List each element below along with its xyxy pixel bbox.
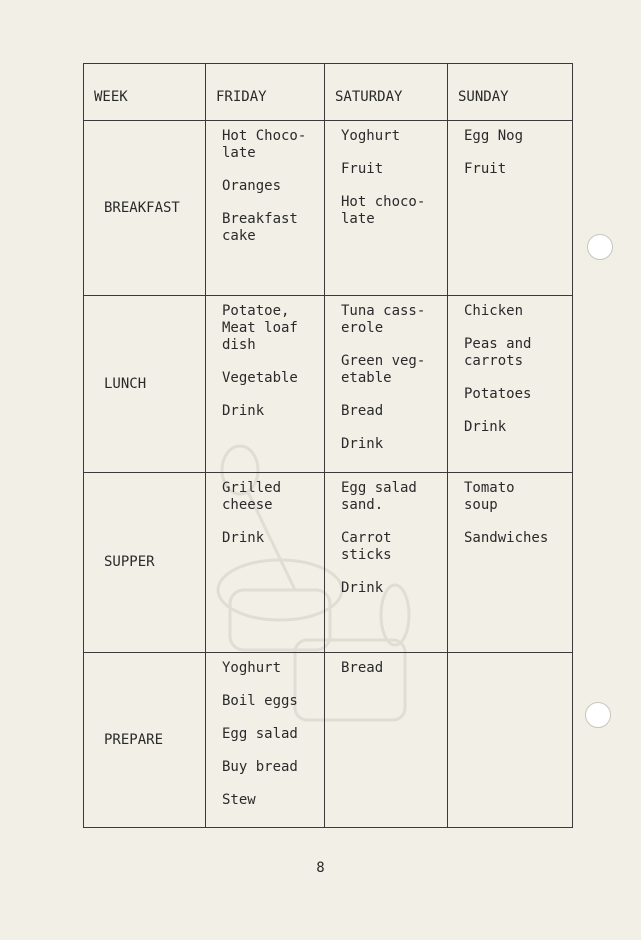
menu-item: Potatoes <box>464 386 532 402</box>
menu-item: Drink <box>341 580 384 596</box>
binder-hole-bottom <box>585 702 611 728</box>
row-prepare <box>84 653 573 828</box>
menu-item: Oranges <box>222 178 282 194</box>
row-supper <box>84 473 573 653</box>
menu-item: Tuna cass- erole <box>341 303 426 336</box>
lunch-sunday <box>448 296 573 473</box>
lunch-friday <box>206 296 325 473</box>
breakfast-saturday <box>325 121 448 296</box>
header-friday <box>206 64 325 121</box>
supper-friday <box>206 473 325 653</box>
prepare-saturday <box>325 653 448 828</box>
header-week <box>84 64 206 121</box>
header-row <box>84 64 573 121</box>
menu-item: Fruit <box>464 161 507 177</box>
menu-item: Tomato soup <box>464 480 515 513</box>
menu-item: Drink <box>222 530 265 546</box>
menu-item: Drink <box>341 436 384 452</box>
menu-item: Stew <box>222 792 256 808</box>
row-lunch <box>84 296 573 473</box>
prepare-sunday <box>448 653 573 828</box>
row-breakfast <box>84 121 573 296</box>
row-label-text: BREAKFAST <box>104 199 180 216</box>
menu-item: Bread <box>341 660 384 676</box>
menu-item: Boil eggs <box>222 693 298 709</box>
menu-item: Yoghurt <box>341 128 401 144</box>
menu-item: Drink <box>464 419 507 435</box>
menu-item: Grilled cheese <box>222 480 282 513</box>
prepare-friday <box>206 653 325 828</box>
menu-item: Sandwiches <box>464 530 549 546</box>
menu-item: Green veg- etable <box>341 353 426 386</box>
page-number: 8 <box>316 860 325 876</box>
menu-item: Fruit <box>341 161 384 177</box>
menu-item: Buy bread <box>222 759 298 775</box>
row-label-supper <box>84 473 206 653</box>
header-saturday <box>325 64 448 121</box>
header-friday-label: FRIDAY <box>216 88 267 105</box>
row-label-prepare <box>84 653 206 828</box>
menu-item: Egg salad <box>222 726 298 742</box>
row-label-lunch <box>84 296 206 473</box>
lunch-saturday <box>325 296 448 473</box>
breakfast-friday <box>206 121 325 296</box>
menu-item: Drink <box>222 403 265 419</box>
menu-item: Hot Choco- late <box>222 128 307 161</box>
menu-item: Breakfast cake <box>222 211 298 244</box>
header-sunday <box>448 64 573 121</box>
menu-item: Egg salad sand. <box>341 480 417 513</box>
row-label-text: PREPARE <box>104 731 164 748</box>
breakfast-sunday <box>448 121 573 296</box>
menu-item: Peas and carrots <box>464 336 532 369</box>
row-label-text: LUNCH <box>104 375 147 392</box>
menu-item: Bread <box>341 403 384 419</box>
menu-item: Chicken <box>464 303 524 319</box>
menu-item: Potatoe, Meat loaf dish <box>222 303 298 353</box>
binder-hole-top <box>587 234 613 260</box>
supper-sunday <box>448 473 573 653</box>
meal-plan-table <box>83 63 573 828</box>
header-week-label: WEEK <box>94 88 128 105</box>
menu-item: Carrot sticks <box>341 530 392 563</box>
row-label-text: SUPPER <box>104 554 155 570</box>
menu-item: Yoghurt <box>222 660 282 676</box>
supper-saturday <box>325 473 448 653</box>
row-label-breakfast <box>84 121 206 296</box>
menu-item: Hot choco- late <box>341 194 426 227</box>
menu-item: Egg Nog <box>464 128 524 144</box>
menu-item: Vegetable <box>222 370 298 386</box>
header-sunday-label: SUNDAY <box>458 88 509 105</box>
header-saturday-label: SATURDAY <box>335 88 403 105</box>
